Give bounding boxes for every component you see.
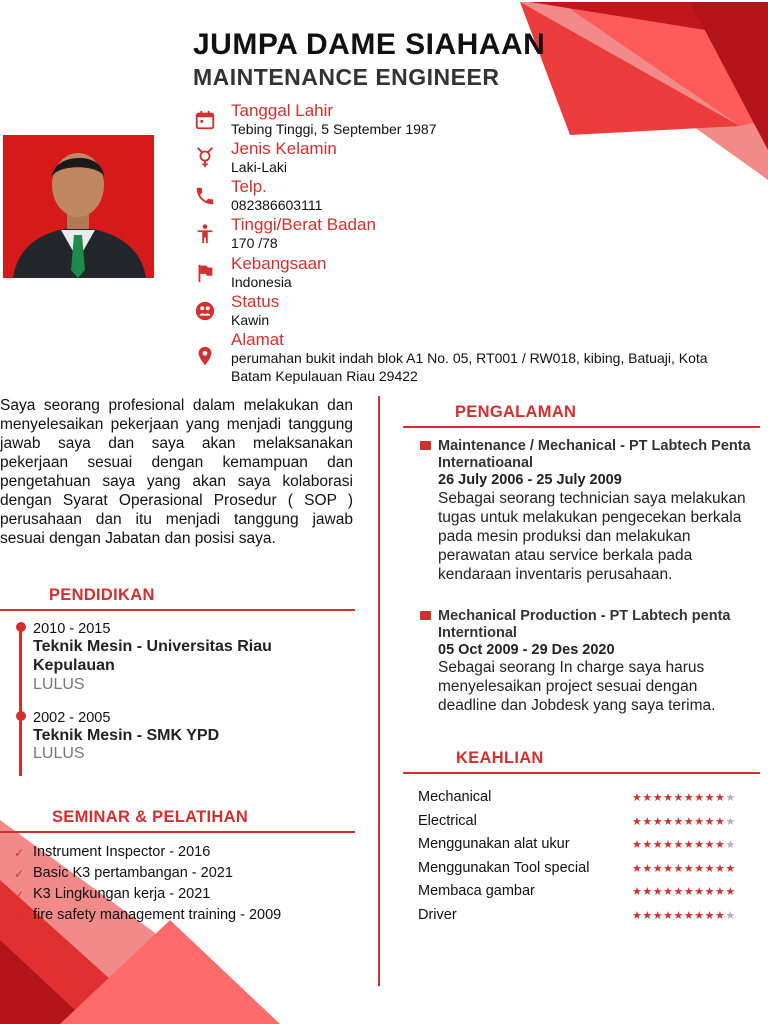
star-icon: ★ bbox=[642, 886, 653, 898]
star-icon: ★ bbox=[683, 862, 695, 875]
star-icon: ★ bbox=[704, 839, 715, 851]
star-icon: ★ bbox=[683, 909, 695, 922]
seminar-title: SEMINAR & PELATIHAN bbox=[52, 808, 249, 826]
profile-photo bbox=[3, 135, 154, 278]
star-icon: ★ bbox=[704, 815, 715, 828]
star-icon: ★ bbox=[715, 792, 726, 804]
column-divider bbox=[378, 396, 380, 986]
gender-icon bbox=[194, 146, 216, 168]
star-icon: ★ bbox=[725, 909, 736, 922]
status-icon bbox=[194, 300, 216, 322]
star-icon: ★ bbox=[642, 862, 653, 875]
star-icon: ★ bbox=[725, 792, 736, 804]
info-value-status: Kawin bbox=[231, 312, 270, 328]
star-icon: ★ bbox=[704, 909, 715, 922]
star-icon: ★ bbox=[694, 792, 705, 804]
info-value-address-line2: Batam Kepulauan Riau 29422 bbox=[231, 368, 418, 384]
star-icon: ★ bbox=[725, 815, 736, 828]
star-icon: ★ bbox=[663, 792, 674, 804]
experience-date: 26 July 2006 - 25 July 2009 bbox=[438, 472, 622, 488]
star-icon: ★ bbox=[715, 862, 726, 875]
info-value-height-weight: 170 /78 bbox=[231, 235, 278, 251]
star-icon: ★ bbox=[663, 839, 674, 851]
star-icon: ★ bbox=[673, 815, 684, 828]
star-icon: ★ bbox=[673, 839, 684, 851]
briefcase-icon bbox=[420, 441, 431, 450]
star-icon: ★ bbox=[663, 886, 674, 898]
star-icon: ★ bbox=[704, 792, 715, 804]
star-icon: ★ bbox=[715, 886, 726, 898]
info-label-height-weight: Tinggi/Berat Badan bbox=[231, 215, 376, 234]
skill-name: Driver bbox=[418, 906, 457, 923]
info-label-address: Alamat bbox=[231, 330, 284, 349]
info-label-phone: Telp. bbox=[231, 177, 267, 196]
skill-rating-stars bbox=[632, 815, 736, 828]
star-icon: ★ bbox=[632, 792, 643, 804]
skill-name: Menggunakan Tool special bbox=[418, 859, 590, 876]
experience-position: Mechanical Production - PT Labtech penta Interntional bbox=[438, 608, 731, 641]
star-icon: ★ bbox=[652, 909, 664, 922]
experience-underline bbox=[403, 426, 760, 428]
star-icon: ★ bbox=[683, 886, 695, 898]
seminar-item: Instrument Inspector - 2016 bbox=[33, 844, 211, 860]
timeline-dot bbox=[16, 622, 26, 632]
briefcase-icon bbox=[420, 611, 431, 620]
calendar-icon bbox=[194, 109, 216, 131]
info-value-address: perumahan bukit indah blok A1 No. 05, RT001 / RW018, kibing, Batuaji, Kota bbox=[231, 350, 708, 366]
skill-name: Mechanical bbox=[418, 789, 492, 805]
flag-icon bbox=[194, 262, 216, 284]
info-value-phone: 082386603111 bbox=[231, 197, 323, 213]
star-icon: ★ bbox=[632, 886, 643, 898]
seminar-item: fire safety management training - 2009 bbox=[33, 907, 282, 923]
star-icon: ★ bbox=[725, 862, 736, 875]
info-label-gender: Jenis Kelamin bbox=[231, 139, 337, 158]
check-icon: ✓ bbox=[14, 867, 25, 881]
star-icon: ★ bbox=[694, 862, 705, 875]
star-icon: ★ bbox=[632, 839, 643, 851]
star-icon: ★ bbox=[652, 886, 664, 898]
star-icon: ★ bbox=[642, 792, 653, 804]
experience-description: Sebagai seorang In charge saya harus menyelesaikan project sesuai dengan deadline dan Jobdesk yang saya terima. bbox=[438, 659, 716, 714]
star-icon: ★ bbox=[704, 862, 715, 875]
seminar-underline bbox=[0, 831, 355, 833]
check-icon: ✓ bbox=[14, 846, 25, 860]
location-pin-icon bbox=[194, 345, 216, 367]
star-icon: ★ bbox=[663, 909, 674, 922]
info-value-nationality: Indonesia bbox=[231, 274, 292, 290]
star-icon: ★ bbox=[715, 909, 726, 922]
star-icon: ★ bbox=[715, 839, 726, 851]
star-icon: ★ bbox=[673, 792, 684, 804]
star-icon: ★ bbox=[663, 815, 674, 828]
seminar-item: K3 Lingkungan kerja - 2021 bbox=[33, 886, 211, 902]
star-icon: ★ bbox=[683, 792, 695, 804]
star-icon: ★ bbox=[642, 815, 653, 828]
star-icon: ★ bbox=[652, 862, 664, 875]
skills-underline bbox=[403, 772, 760, 774]
experience-description: Sebagai seorang technician saya melakukan tugas untuk melakukan pengecekan berkala pada mesin produksi dan melakukan perawatan atau service berkala pada kendaraan inventaris perusahaan. bbox=[438, 490, 746, 583]
star-icon: ★ bbox=[652, 815, 664, 828]
skill-rating-stars bbox=[632, 862, 736, 875]
star-icon: ★ bbox=[673, 886, 684, 898]
skill-rating-stars bbox=[632, 885, 736, 898]
star-icon: ★ bbox=[694, 909, 705, 922]
star-icon: ★ bbox=[683, 815, 695, 828]
info-label-birth: Tanggal Lahir bbox=[231, 101, 334, 120]
education-school: Teknik Mesin - Universitas Riau Kepulauan bbox=[33, 638, 272, 674]
star-icon: ★ bbox=[694, 815, 705, 828]
phone-icon bbox=[194, 185, 216, 207]
star-icon: ★ bbox=[663, 862, 674, 875]
star-icon: ★ bbox=[704, 886, 715, 898]
skill-rating-stars bbox=[632, 791, 736, 804]
star-icon: ★ bbox=[683, 839, 695, 851]
info-label-nationality: Kebangsaan bbox=[231, 254, 327, 273]
education-status: LULUS bbox=[33, 676, 85, 693]
info-value-birth: Tebing Tinggi, 5 September 1987 bbox=[231, 121, 437, 137]
star-icon: ★ bbox=[694, 839, 705, 851]
education-timeline bbox=[19, 624, 22, 776]
info-label-status: Status bbox=[231, 292, 280, 311]
skill-name: Menggunakan alat ukur bbox=[418, 836, 570, 852]
education-title: PENDIDIKAN bbox=[49, 586, 155, 604]
star-icon: ★ bbox=[694, 886, 705, 898]
experience-date: 05 Oct 2009 - 29 Des 2020 bbox=[438, 642, 615, 658]
star-icon: ★ bbox=[725, 886, 736, 898]
education-underline bbox=[0, 609, 355, 611]
check-icon: ✓ bbox=[14, 888, 25, 902]
person-icon bbox=[194, 223, 216, 245]
candidate-name: JUMPA DAME SIAHAAN bbox=[193, 28, 546, 61]
skill-rating-stars bbox=[632, 909, 736, 922]
education-year: 2002 - 2005 bbox=[33, 710, 111, 726]
star-icon: ★ bbox=[673, 909, 684, 922]
star-icon: ★ bbox=[673, 862, 684, 875]
star-icon: ★ bbox=[632, 815, 643, 828]
timeline-dot bbox=[16, 711, 26, 721]
education-year: 2010 - 2015 bbox=[33, 621, 111, 637]
seminar-item: Basic K3 pertambangan - 2021 bbox=[33, 865, 233, 881]
skill-rating-stars bbox=[632, 838, 736, 851]
skill-name: Electrical bbox=[418, 812, 477, 829]
skill-name: Membaca gambar bbox=[418, 883, 535, 899]
education-status: LULUS bbox=[33, 745, 85, 762]
check-icon: ✓ bbox=[14, 909, 25, 923]
star-icon: ★ bbox=[632, 909, 643, 922]
star-icon: ★ bbox=[642, 839, 653, 851]
star-icon: ★ bbox=[652, 839, 664, 851]
info-value-gender: Laki-Laki bbox=[231, 159, 288, 175]
star-icon: ★ bbox=[652, 792, 664, 804]
skills-title: KEAHLIAN bbox=[456, 749, 544, 767]
education-school: Teknik Mesin - SMK YPD bbox=[33, 727, 220, 744]
profile-summary: Saya seorang profesional dalam melakukan dan menyelesaikan pekerjaan yang menjadi tanggung jawab saya dan saya akan melaksanakan pekerjaan sesuai dengan kemampuan dan pengetahuan saya yang akan saya kolaborasi dengan Syarat Operasional Prosedur ( SOP ) perusahaan dan itu menjadi tanggung jawab sesuai dengan Jabatan dan posisi saya. bbox=[0, 397, 353, 547]
star-icon: ★ bbox=[642, 909, 653, 922]
star-icon: ★ bbox=[632, 862, 643, 875]
experience-position: Maintenance / Mechanical - PT Labtech Penta Internatioanal bbox=[438, 438, 751, 471]
candidate-role: MAINTENANCE ENGINEER bbox=[193, 64, 500, 90]
experience-title: PENGALAMAN bbox=[455, 403, 577, 421]
star-icon: ★ bbox=[725, 839, 736, 851]
star-icon: ★ bbox=[715, 815, 726, 828]
